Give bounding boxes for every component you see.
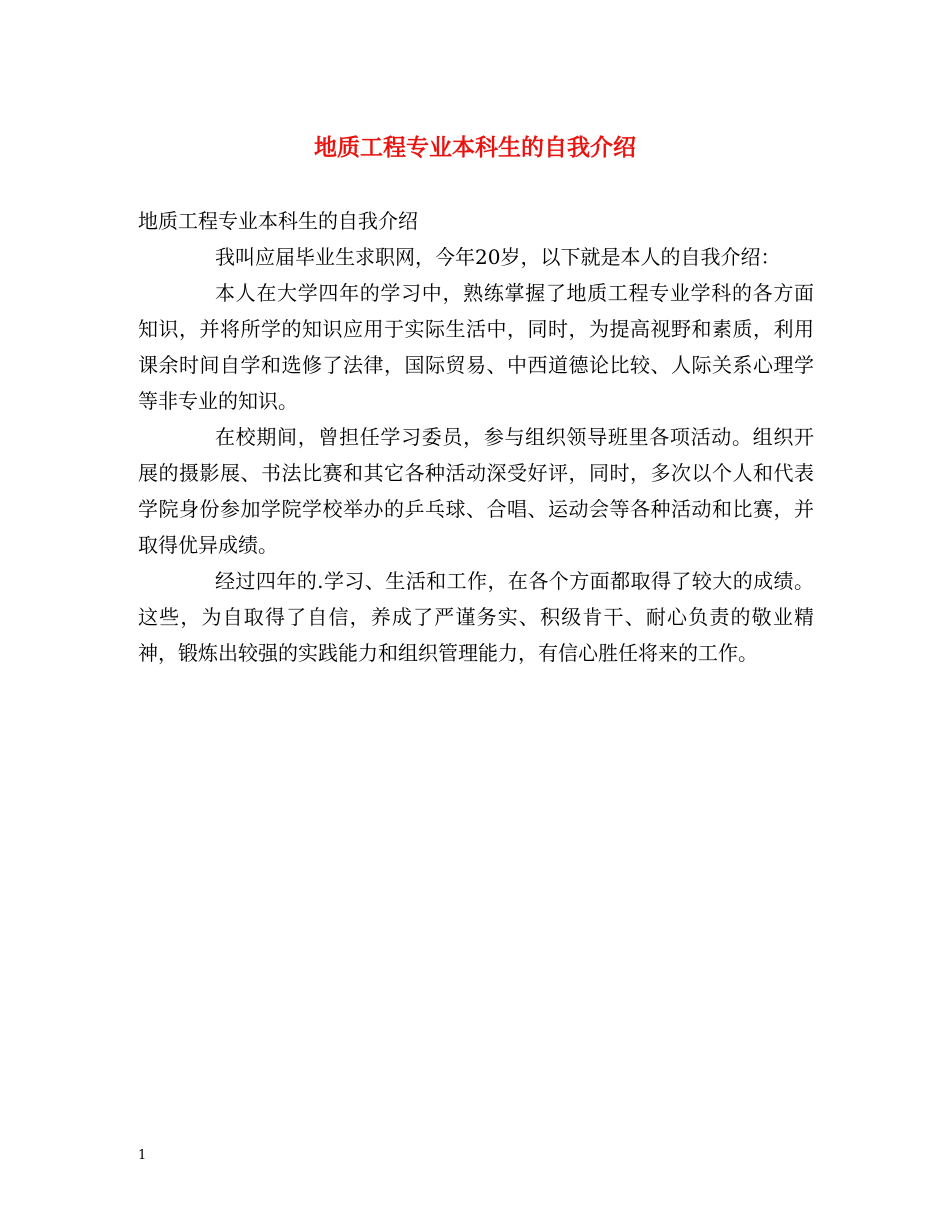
- paragraph-summary: 经过四年的.学习、生活和工作，在各个方面都取得了较大的成绩。这些，为自取得了自信，养成了严谨务实、积级肯干、耐心负责的敬业精神，锻炼出较强的实践能力和组织管理能力，有信心胜任将来的工作。: [138, 569, 814, 665]
- document-subtitle: 地质工程专业本科生的自我介绍: [138, 209, 418, 233]
- page-number: 1: [138, 1148, 147, 1163]
- paragraph-study: 本人在大学四年的学习中，熟练掌握了地质工程专业学科的各方面知识，并将所学的知识应用于实际生活中，同时，为提高视野和素质，利用课余时间自学和选修了法律，国际贸易、中西道德论比较、人际关系心理学等非专业的知识。: [138, 281, 814, 413]
- paragraph-activities: 在校期间，曾担任学习委员，参与组织领导班里各项活动。组织开展的摄影展、书法比赛和其它各种活动深受好评，同时，多次以个人和代表学院身份参加学院学校举办的乒乓球、合唱、运动会等各种活动和比赛，并取得优异成绩。: [138, 425, 814, 557]
- document-body: [138, 239, 814, 671]
- page-title: 地质工程专业本科生的自我介绍: [314, 134, 636, 161]
- paragraph-intro: 我叫应届毕业生求职网，今年20岁，以下就是本人的自我介绍：: [215, 245, 781, 269]
